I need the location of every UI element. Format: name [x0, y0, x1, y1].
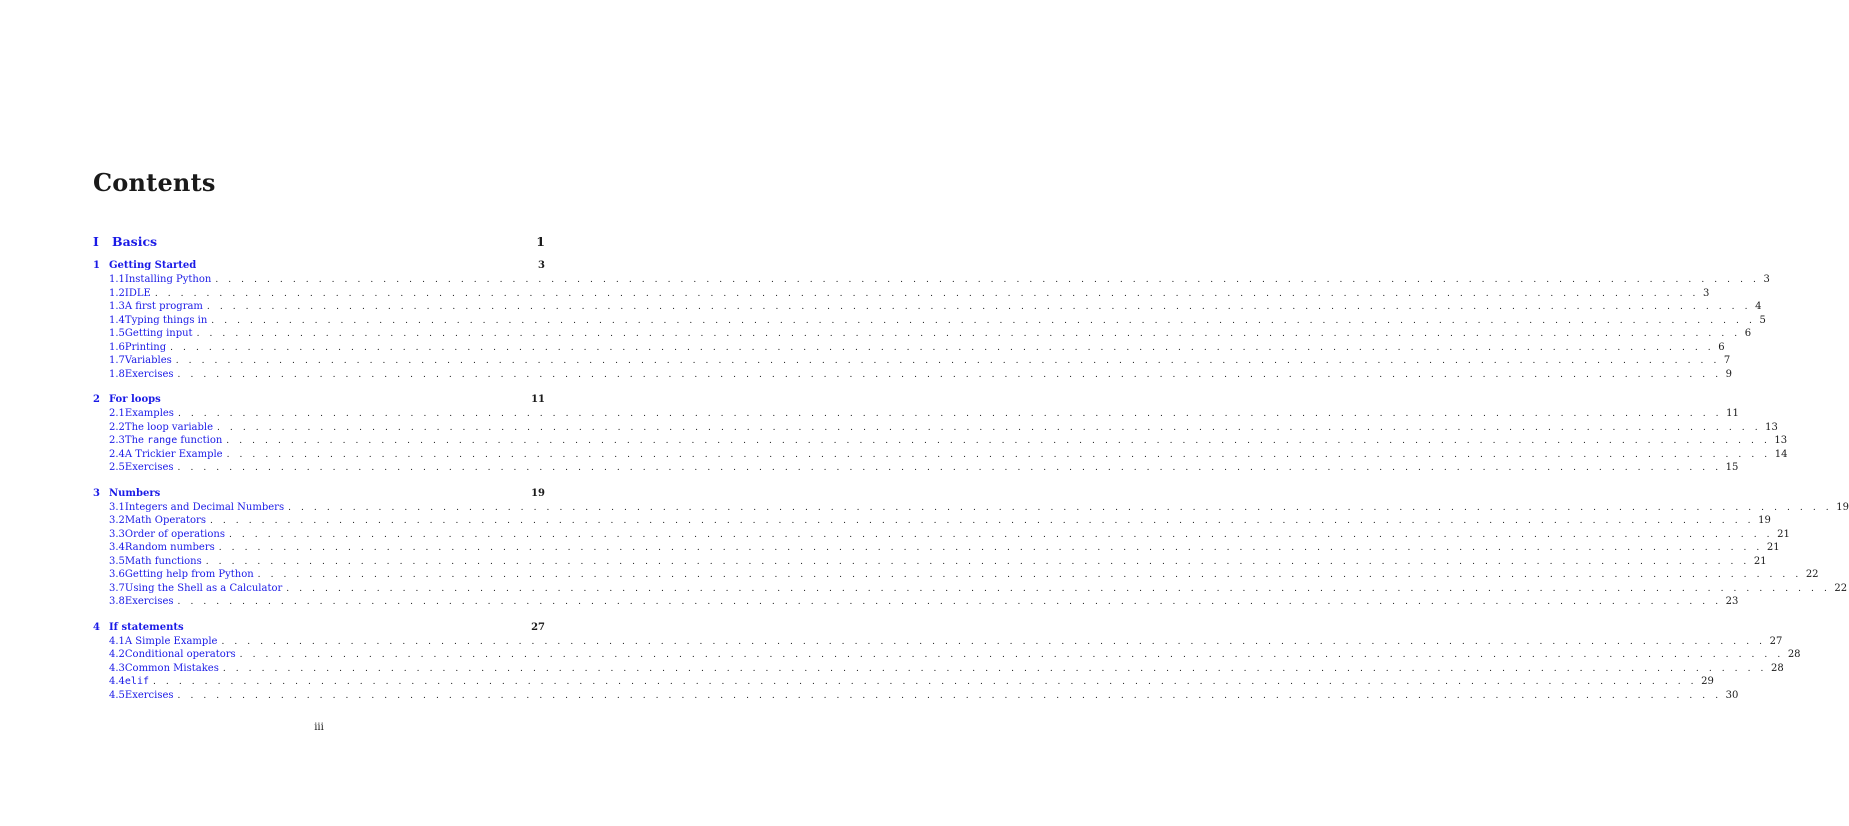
toc-section-entry[interactable] — [93, 635, 1783, 650]
section-title[interactable]: Exercises — [124, 462, 174, 473]
toc-chapter — [93, 260, 1770, 382]
part-number: I — [93, 234, 99, 249]
section-page: 4 — [1755, 301, 1762, 312]
toc-section-entry[interactable] — [93, 542, 1780, 556]
section-title[interactable]: Exercises — [124, 596, 174, 607]
section-title[interactable]: Order of operations — [124, 528, 225, 540]
toc-section-entry[interactable] — [93, 421, 1778, 436]
section-page: 13 — [1765, 421, 1778, 433]
dot-leader: . . . . . . . . . . . . . . . . . . . . . . . . . . . . . . . . . . . . . . . . . . . . . . . . . . . . . . . . . . . . . . . . . . . . . . . . . . . . . . . . . . . . . . . . . . . . . . . . . . . . . . . . . . . . . . . . . . . . . . . . — [211, 315, 1756, 326]
dot-leader: . . . . . . . . . . . . . . . . . . . . . . . . . . . . . . . . . . . . . . . . . . . . . . . . . . . . . . . . . . . . . . . . . . . . . . . . . . . . . . . . . . . . . . . . . . . . . . . . . . . . . . . . . . . . . . . . . . . . . . . . — [206, 302, 1752, 312]
toc-section-entry[interactable] — [93, 341, 1725, 356]
section-title[interactable]: Math Operators — [124, 515, 206, 526]
section-title-code: elif — [124, 676, 149, 687]
section-title[interactable]: A Trickier Example — [124, 448, 223, 460]
section-title[interactable]: Math functions — [124, 555, 202, 567]
chapter-number: 1 — [93, 260, 100, 271]
section-title[interactable]: Common Mistakes — [124, 662, 219, 674]
section-number: 2.3 — [109, 435, 125, 446]
chapter-title[interactable]: Getting Started — [109, 260, 197, 271]
dot-leader: . . . . . . . . . . . . . . . . . . . . . . . . . . . . . . . . . . . . . . . . . . . . . . . . . . . . . . . . . . . . . . . . . . . . . . . . . . . . . . . . . . . . . . . . . . . . . . . . . . . . . . . . . . . . . . . . . . . . . . . . — [226, 436, 1771, 446]
dot-leader: . . . . . . . . . . . . . . . . . . . . . . . . . . . . . . . . . . . . . . . . . . . . . . . . . . . . . . . . . . . . . . . . . . . . . . . . . . . . . . . . . . . . . . . . . . . . . . . . . . . . . . . . . . . . . . . . . . . . . . . . — [196, 329, 1741, 339]
toc-section-entry[interactable] — [93, 328, 1752, 342]
dot-leader: . . . . . . . . . . . . . . . . . . . . . . . . . . . . . . . . . . . . . . . . . . . . . . . . . . . . . . . . . . . . . . . . . . . . . . . . . . . . . . . . . . . . . . . . . . . . . . . . . . . . . . . . . . . . . . . . . . . . . . . . — [177, 369, 1722, 380]
section-number: 4.4 — [109, 676, 125, 687]
section-number: 1.3 — [109, 301, 125, 312]
dot-leader: . . . . . . . . . . . . . . . . . . . . . . . . . . . . . . . . . . . . . . . . . . . . . . . . . . . . . . . . . . . . . . . . . . . . . . . . . . . . . . . . . . . . . . . . . . . . . . . . . . . . . . . . . . . . . . . . . . . . . . . . — [288, 502, 1833, 513]
section-number: 4.3 — [109, 662, 125, 674]
toc-part-basics[interactable] — [93, 234, 545, 249]
dot-leader: . . . . . . . . . . . . . . . . . . . . . . . . . . . . . . . . . . . . . . . . . . . . . . . . . . . . . . . . . . . . . . . . . . . . . . . . . . . . . . . . . . . . . . . . . . . . . . . . . . . . . . . . . . . . . . . . . . . . . . . . — [239, 650, 1784, 660]
section-page: 3 — [1763, 274, 1770, 285]
section-title[interactable] — [125, 435, 222, 446]
section-number: 1.2 — [109, 287, 125, 299]
section-number: 3.6 — [109, 569, 125, 580]
section-page: 15 — [1725, 462, 1739, 473]
toc-section-entry[interactable] — [93, 368, 1733, 383]
section-title[interactable]: Examples — [124, 408, 174, 419]
dot-leader: . . . . . . . . . . . . . . . . . . . . . . . . . . . . . . . . . . . . . . . . . . . . . . . . . . . . . . . . . . . . . . . . . . . . . . . . . . . . . . . . . . . . . . . . . . . . . . . . . . . . . . . . . . . . . . . . . . . . . . . . — [228, 529, 1774, 540]
section-page: 21 — [1777, 528, 1790, 540]
chapter-title[interactable]: If statements — [109, 621, 184, 633]
section-page: 21 — [1766, 542, 1780, 553]
toc-section-entry[interactable] — [93, 515, 1771, 529]
dot-leader: . . . . . . . . . . . . . . . . . . . . . . . . . . . . . . . . . . . . . . . . . . . . . . . . . . . . . . . . . . . . . . . . . . . . . . . . . . . . . . . . . . . . . . . . . . . . . . . . . . . . . . . . . . . . . . . . . . . . . . . . — [177, 597, 1722, 607]
section-page: 19 — [1836, 501, 1849, 513]
toc-section-entry[interactable] — [93, 448, 1788, 463]
section-title[interactable]: A Simple Example — [124, 635, 218, 647]
section-number: 4.1 — [109, 635, 125, 647]
toc-section-entry[interactable] — [93, 408, 1739, 422]
section-title[interactable]: IDLE — [124, 287, 151, 299]
chapter-number: 4 — [93, 621, 100, 633]
section-number: 1.6 — [109, 341, 125, 353]
section-number: 1.1 — [109, 274, 125, 285]
section-number: 1.8 — [109, 368, 125, 380]
dot-leader: . . . . . . . . . . . . . . . . . . . . . . . . . . . . . . . . . . . . . . . . . . . . . . . . . . . . . . . . . . . . . . . . . . . . . . . . . . . . . . . . . . . . . . . . . . . . . . . . . . . . . . . . . . . . . . . . . . . . . . . . — [209, 516, 1755, 526]
chapter-page: 11 — [531, 394, 545, 405]
chapter-number: 2 — [93, 394, 100, 405]
section-number: 2.2 — [109, 421, 125, 433]
section-number: 2.4 — [109, 448, 125, 460]
section-number: 3.7 — [109, 582, 125, 594]
section-title[interactable]: The loop variable — [124, 421, 214, 433]
section-title[interactable]: Variables — [124, 355, 172, 366]
section-page: 27 — [1769, 635, 1783, 647]
toc-chapter-entry[interactable] — [93, 488, 545, 502]
section-number: 4.5 — [109, 689, 125, 701]
toc-section-entry[interactable] — [93, 355, 1731, 369]
dot-leader: . . . . . . . . . . . . . . . . . . . . . . . . . . . . . . . . . . . . . . . . . . . . . . . . . . . . . . . . . . . . . . . . . . . . . . . . . . . . . . . . . . . . . . . . . . . . . . . . . . . . . . . . . . . . . . . . . . . . . . . . — [177, 409, 1723, 419]
chapter-number: 3 — [93, 487, 100, 499]
toc-chapter-entry[interactable] — [93, 260, 545, 274]
dot-leader: . . . . . . . . . . . . . . . . . . . . . . . . . . . . . . . . . . . . . . . . . . . . . . . . . . . . . . . . . . . . . . . . . . . . . . . . . . . . . . . . . . . . . . . . . . . . . . . . . . . . . . . . . . . . . . . . . . . . . . . . — [177, 690, 1722, 701]
section-title[interactable]: Exercises — [124, 689, 174, 701]
section-title[interactable]: Using the Shell as a Calculator — [124, 582, 283, 594]
section-title[interactable]: Getting help from Python — [124, 569, 254, 580]
toc-section-entry[interactable] — [93, 314, 1766, 329]
section-title-text: The — [124, 435, 148, 446]
dot-leader: . . . . . . . . . . . . . . . . . . . . . . . . . . . . . . . . . . . . . . . . . . . . . . . . . . . . . . . . . . . . . . . . . . . . . . . . . . . . . . . . . . . . . . . . . . . . . . . . . . . . . . . . . . . . . . . . . . . . . . . . — [153, 677, 1698, 687]
dot-leader: . . . . . . . . . . . . . . . . . . . . . . . . . . . . . . . . . . . . . . . . . . . . . . . . . . . . . . . . . . . . . . . . . . . . . . . . . . . . . . . . . . . . . . . . . . . . . . . . . . . . . . . . . . . . . . . . . . . . . . . . — [217, 422, 1762, 433]
section-page: 22 — [1834, 582, 1848, 594]
section-page: 28 — [1770, 662, 1784, 674]
dot-leader: . . . . . . . . . . . . . . . . . . . . . . . . . . . . . . . . . . . . . . . . . . . . . . . . . . . . . . . . . . . . . . . . . . . . . . . . . . . . . . . . . . . . . . . . . . . . . . . . . . . . . . . . . . . . . . . . . . . . . . . . — [218, 543, 1763, 553]
section-page: 3 — [1702, 287, 1710, 299]
toc-chapter — [93, 487, 1849, 610]
chapter-page: 3 — [538, 260, 545, 271]
toc-section-entry[interactable] — [93, 596, 1739, 610]
section-number: 3.3 — [109, 528, 125, 540]
toc-section-entry[interactable] — [93, 676, 1714, 690]
section-page: 7 — [1723, 355, 1731, 366]
section-page: 21 — [1753, 555, 1767, 567]
section-page: 11 — [1726, 408, 1739, 419]
page-number-footer: iii — [314, 722, 324, 733]
toc-section-entry[interactable] — [93, 501, 1849, 516]
section-number: 1.4 — [109, 314, 125, 326]
dot-leader: . . . . . . . . . . . . . . . . . . . . . . . . . . . . . . . . . . . . . . . . . . . . . . . . . . . . . . . . . . . . . . . . . . . . . . . . . . . . . . . . . . . . . . . . . . . . . . . . . . . . . . . . . . . . . . . . . . . . . . . . — [221, 636, 1766, 647]
toc-chapter — [93, 394, 1788, 476]
dot-leader: . . . . . . . . . . . . . . . . . . . . . . . . . . . . . . . . . . . . . . . . . . . . . . . . . . . . . . . . . . . . . . . . . . . . . . . . . . . . . . . . . . . . . . . . . . . . . . . . . . . . . . . . . . . . . . . . . . . . . . . . — [154, 288, 1699, 299]
section-page: 6 — [1744, 328, 1752, 339]
section-number: 3.4 — [109, 542, 125, 553]
toc-section-entry[interactable] — [93, 662, 1784, 677]
section-title[interactable]: Random numbers — [124, 542, 215, 553]
toc-chapter — [93, 621, 1801, 704]
section-page: 6 — [1718, 341, 1725, 353]
section-number: 1.5 — [109, 328, 125, 339]
dot-leader: . . . . . . . . . . . . . . . . . . . . . . . . . . . . . . . . . . . . . . . . . . . . . . . . . . . . . . . . . . . . . . . . . . . . . . . . . . . . . . . . . . . . . . . . . . . . . . . . . . . . . . . . . . . . . . . . . . . . . . . . — [226, 449, 1771, 460]
section-title[interactable]: Getting input — [124, 328, 193, 339]
toc-section-entry[interactable] — [93, 649, 1801, 663]
section-number: 3.8 — [109, 596, 125, 607]
section-number: 3.2 — [109, 515, 125, 526]
section-page: 13 — [1774, 435, 1788, 446]
toc-section-entry[interactable] — [93, 301, 1762, 315]
section-title-code: range — [147, 435, 178, 446]
toc-section-entry[interactable] — [93, 287, 1710, 302]
section-number: 3.1 — [109, 501, 125, 513]
table-of-contents — [93, 260, 1849, 715]
section-page: 30 — [1725, 689, 1739, 701]
dot-leader: . . . . . . . . . . . . . . . . . . . . . . . . . . . . . . . . . . . . . . . . . . . . . . . . . . . . . . . . . . . . . . . . . . . . . . . . . . . . . . . . . . . . . . . . . . . . . . . . . . . . . . . . . . . . . . . . . . . . . . . . — [205, 556, 1750, 567]
section-title[interactable] — [125, 676, 149, 687]
section-title[interactable]: Conditional operators — [124, 649, 236, 660]
section-title[interactable]: A first program — [124, 301, 203, 312]
toc-section-entry[interactable] — [93, 274, 1770, 288]
dot-leader: . . . . . . . . . . . . . . . . . . . . . . . . . . . . . . . . . . . . . . . . . . . . . . . . . . . . . . . . . . . . . . . . . . . . . . . . . . . . . . . . . . . . . . . . . . . . . . . . . . . . . . . . . . . . . . . . . . . . . . . . — [175, 356, 1720, 366]
section-page: 29 — [1701, 676, 1714, 687]
toc-section-entry[interactable] — [93, 555, 1767, 570]
chapter-page: 27 — [531, 621, 545, 633]
chapter-title[interactable]: Numbers — [109, 487, 161, 499]
page-title: Contents — [93, 168, 216, 197]
toc-section-entry[interactable] — [93, 689, 1739, 704]
section-page: 9 — [1725, 368, 1733, 380]
section-title[interactable]: Typing things in — [124, 314, 208, 326]
section-title[interactable]: Integers and Decimal Numbers — [124, 501, 285, 513]
section-title[interactable]: Printing — [124, 341, 167, 353]
section-page: 5 — [1759, 314, 1766, 326]
section-page: 14 — [1774, 448, 1788, 460]
part-title[interactable]: Basics — [112, 234, 158, 249]
chapter-title[interactable]: For loops — [109, 394, 161, 405]
section-number: 4.2 — [109, 649, 125, 660]
section-page: 23 — [1725, 596, 1739, 607]
toc-section-entry[interactable] — [93, 435, 1788, 449]
part-page: 1 — [536, 234, 545, 249]
toc-section-entry[interactable] — [93, 528, 1790, 543]
toc-chapter-entry[interactable] — [93, 394, 545, 408]
section-title-text: function — [177, 435, 223, 446]
section-number: 3.5 — [109, 555, 125, 567]
section-number: 1.7 — [109, 355, 125, 366]
dot-leader: . . . . . . . . . . . . . . . . . . . . . . . . . . . . . . . . . . . . . . . . . . . . . . . . . . . . . . . . . . . . . . . . . . . . . . . . . . . . . . . . . . . . . . . . . . . . . . . . . . . . . . . . . . . . . . . . . . . . . . . . — [257, 570, 1802, 580]
section-number: 2.1 — [109, 408, 125, 419]
toc-section-entry[interactable] — [93, 582, 1848, 597]
dot-leader: . . . . . . . . . . . . . . . . . . . . . . . . . . . . . . . . . . . . . . . . . . . . . . . . . . . . . . . . . . . . . . . . . . . . . . . . . . . . . . . . . . . . . . . . . . . . . . . . . . . . . . . . . . . . . . . . . . . . . . . . — [177, 463, 1722, 473]
section-title[interactable]: Installing Python — [124, 274, 212, 285]
section-page: 19 — [1758, 515, 1771, 526]
section-page: 28 — [1787, 649, 1801, 660]
section-number: 2.5 — [109, 462, 125, 473]
dot-leader: . . . . . . . . . . . . . . . . . . . . . . . . . . . . . . . . . . . . . . . . . . . . . . . . . . . . . . . . . . . . . . . . . . . . . . . . . . . . . . . . . . . . . . . . . . . . . . . . . . . . . . . . . . . . . . . . . . . . . . . . — [222, 663, 1767, 674]
dot-leader: . . . . . . . . . . . . . . . . . . . . . . . . . . . . . . . . . . . . . . . . . . . . . . . . . . . . . . . . . . . . . . . . . . . . . . . . . . . . . . . . . . . . . . . . . . . . . . . . . . . . . . . . . . . . . . . . . . . . . . . . — [170, 342, 1715, 353]
dot-leader: . . . . . . . . . . . . . . . . . . . . . . . . . . . . . . . . . . . . . . . . . . . . . . . . . . . . . . . . . . . . . . . . . . . . . . . . . . . . . . . . . . . . . . . . . . . . . . . . . . . . . . . . . . . . . . . . . . . . . . . . — [286, 583, 1831, 594]
toc-chapter-entry[interactable] — [93, 622, 545, 636]
section-page: 22 — [1805, 569, 1819, 580]
toc-section-entry[interactable] — [93, 462, 1739, 476]
toc-section-entry[interactable] — [93, 569, 1819, 583]
section-title[interactable]: Exercises — [124, 368, 174, 380]
chapter-page: 19 — [531, 487, 545, 499]
dot-leader: . . . . . . . . . . . . . . . . . . . . . . . . . . . . . . . . . . . . . . . . . . . . . . . . . . . . . . . . . . . . . . . . . . . . . . . . . . . . . . . . . . . . . . . . . . . . . . . . . . . . . . . . . . . . . . . . . . . . . . . . — [215, 275, 1760, 285]
